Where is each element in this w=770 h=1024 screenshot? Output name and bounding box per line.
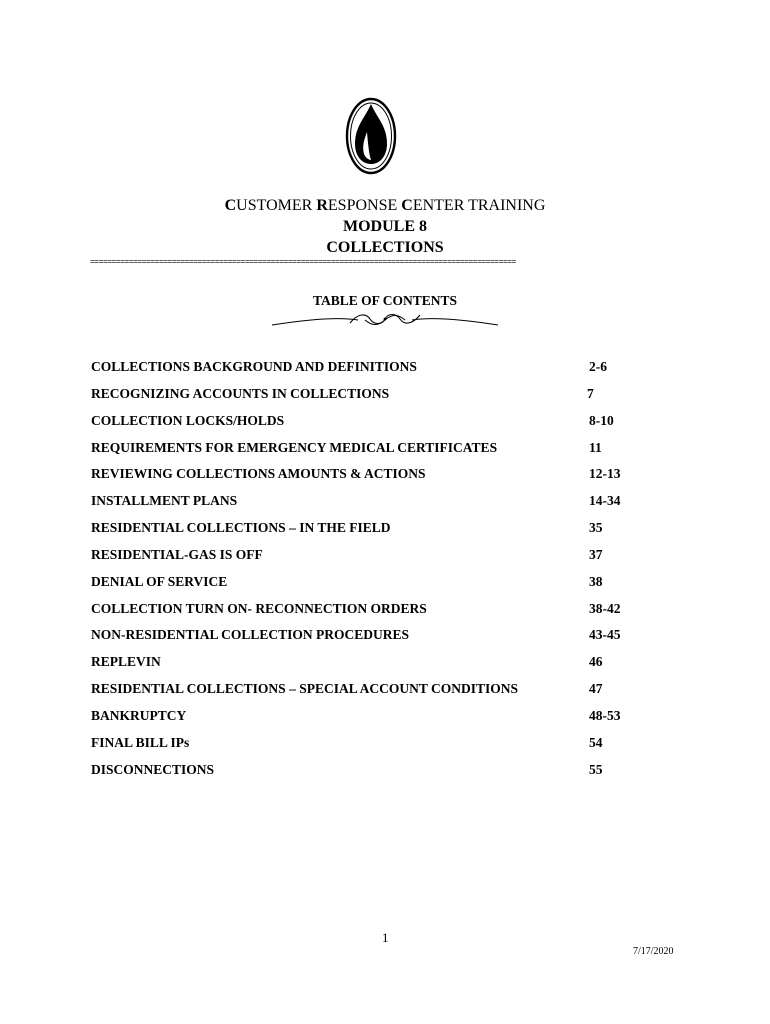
toc-entry-label: COLLECTION TURN ON- RECONNECTION ORDERS <box>91 600 427 616</box>
toc-entry-page: 47 <box>589 681 603 697</box>
module-label: MODULE 8 <box>343 218 427 235</box>
toc-entry <box>91 412 651 439</box>
decorative-flourish-icon <box>270 311 500 329</box>
toc-entry <box>91 707 651 734</box>
toc-entry-label: COLLECTION LOCKS/HOLDS <box>91 412 285 428</box>
toc-entry-label: NON-RESIDENTIAL COLLECTION PROCEDURES <box>91 627 410 643</box>
title-word: USTOMER <box>236 197 317 214</box>
double-rule-divider: =================================================================================================== <box>90 258 516 267</box>
toc-entry <box>91 680 651 707</box>
toc-entry-label: BANKRUPTCY <box>91 707 187 723</box>
toc-entry <box>91 626 651 653</box>
toc-entry-page: 7 <box>587 385 594 401</box>
toc-entry-page: 11 <box>589 439 602 455</box>
title-initial: C <box>401 197 413 214</box>
toc-entry <box>91 492 651 519</box>
toc-entry-page: 2-6 <box>589 359 607 374</box>
toc-entry <box>91 600 651 627</box>
table-of-contents <box>91 358 651 788</box>
toc-entry-label: REQUIREMENTS FOR EMERGENCY MEDICAL CERTIFICATES <box>91 439 498 455</box>
page-number: 1 <box>382 930 389 945</box>
toc-entry-label: DENIAL OF SERVICE <box>91 573 228 589</box>
toc-entry-label: REVIEWING COLLECTIONS AMOUNTS & ACTIONS <box>91 466 426 482</box>
toc-entry-label: RESIDENTIAL-GAS IS OFF <box>91 546 263 562</box>
toc-entry <box>91 439 651 466</box>
toc-entry-page: 54 <box>589 734 603 750</box>
flame-logo-icon <box>345 96 397 176</box>
toc-entry <box>91 465 651 492</box>
toc-entry <box>91 358 651 385</box>
toc-entry <box>91 761 651 788</box>
toc-entry-label: FINAL BILL IPs <box>91 734 190 750</box>
toc-entry <box>91 734 651 761</box>
title-word: ESPONSE <box>327 197 402 214</box>
toc-entry <box>91 653 651 680</box>
document-title <box>0 197 770 215</box>
toc-entry-label: RECOGNIZING ACCOUNTS IN COLLECTIONS <box>91 385 390 401</box>
toc-entry-page: 38-42 <box>589 600 621 616</box>
toc-entry-page: 55 <box>589 761 603 777</box>
toc-entry <box>91 519 651 546</box>
toc-entry-page: 38 <box>589 573 603 589</box>
toc-entry-page: 35 <box>589 520 603 536</box>
toc-entry-page: 8-10 <box>589 412 614 428</box>
toc-entry <box>91 573 651 600</box>
toc-entry-page: 14-34 <box>589 493 621 509</box>
toc-entry-page: 48-53 <box>589 707 621 723</box>
toc-entry-page: 37 <box>589 546 603 562</box>
toc-entry-label: INSTALLMENT PLANS <box>91 493 238 509</box>
toc-entry <box>91 385 651 412</box>
toc-entry-page: 43-45 <box>589 627 621 643</box>
toc-entry-page: 12-13 <box>589 466 621 482</box>
toc-entry-label: REPLEVIN <box>91 654 161 670</box>
toc-entry <box>91 546 651 573</box>
toc-entry-page: 46 <box>589 654 603 670</box>
toc-entry-label: RESIDENTIAL COLLECTIONS – SPECIAL ACCOUNT CONDITIONS <box>91 681 518 697</box>
title-initial: R <box>316 197 328 214</box>
toc-entry-label: DISCONNECTIONS <box>91 761 215 777</box>
subject-label: COLLECTIONS <box>326 239 444 256</box>
toc-entry-label: RESIDENTIAL COLLECTIONS – IN THE FIELD <box>91 520 391 536</box>
toc-entry-label: COLLECTIONS BACKGROUND AND DEFINITIONS <box>91 359 417 374</box>
toc-heading: TABLE OF CONTENTS <box>312 293 458 308</box>
document-date: 7/17/2020 <box>633 946 674 957</box>
title-word: ENTER TRAINING <box>412 197 546 214</box>
title-initial: C <box>224 197 237 214</box>
